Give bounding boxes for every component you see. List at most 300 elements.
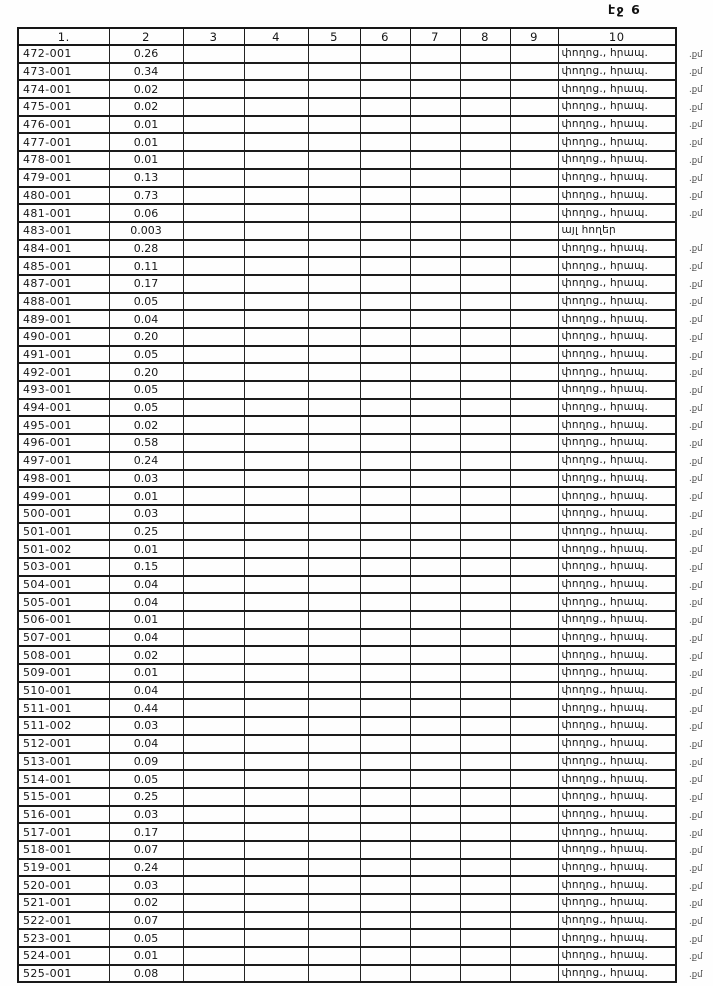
margin-mark: .քմ [689,191,703,202]
cell-empty [360,576,410,594]
cell-empty [460,275,510,293]
cell-empty [510,257,558,275]
cell-empty [360,523,410,541]
table-row [18,876,676,894]
table-row [18,169,676,187]
cell-empty [460,965,510,983]
cell-parcel-id: 492-001 [18,363,109,381]
cell-land-use: փողոց., հրապ. [558,523,676,541]
margin-mark: .քմ [689,332,703,343]
cell-empty [460,540,510,558]
margin-mark: .քմ [689,385,703,396]
cell-land-use: փողոց., հրապ. [558,558,676,576]
cell-empty [183,452,244,470]
cell-empty [510,682,558,700]
cell-land-use: փողոց., հրապ. [558,823,676,841]
cell-empty [244,487,308,505]
margin-mark: .քմ [689,970,703,981]
cell-area-value: 0.11 [109,257,183,275]
cell-empty [460,381,510,399]
cell-empty [183,646,244,664]
cell-area-value: 0.44 [109,699,183,717]
cell-empty [244,699,308,717]
cell-empty [183,576,244,594]
table-row [18,204,676,222]
cell-empty [308,841,360,859]
cell-empty [510,558,558,576]
cell-land-use: փողոց., հրապ. [558,275,676,293]
cell-empty [308,310,360,328]
cell-empty [308,788,360,806]
cell-land-use: փողոց., հրապ. [558,240,676,258]
cell-empty [410,470,460,488]
cell-empty [183,187,244,205]
cell-empty [308,806,360,824]
cell-empty [308,187,360,205]
cell-empty [183,169,244,187]
cell-empty [244,363,308,381]
cell-area-value: 0.02 [109,80,183,98]
cell-empty [360,293,410,311]
cell-empty [308,80,360,98]
table-row [18,151,676,169]
cell-empty [183,753,244,771]
cell-land-use: փողոց., հրապ. [558,540,676,558]
cell-area-value: 0.03 [109,505,183,523]
cell-empty [510,505,558,523]
cell-empty [244,204,308,222]
cell-empty [410,841,460,859]
cell-parcel-id: 494-001 [18,399,109,417]
cell-empty [308,753,360,771]
cell-area-value: 0.02 [109,894,183,912]
cell-empty [360,487,410,505]
cell-empty [460,187,510,205]
cell-empty [460,399,510,417]
cell-land-use: փողոց., հրապ. [558,346,676,364]
cell-empty [244,523,308,541]
cell-land-use: փողոց., հրապ. [558,98,676,116]
cell-empty [244,381,308,399]
cell-area-value: 0.05 [109,381,183,399]
table-row [18,133,676,151]
margin-mark: .քմ [689,651,703,662]
cell-empty [308,611,360,629]
cell-parcel-id: 478-001 [18,151,109,169]
cell-empty [410,611,460,629]
margin-mark: .քմ [689,934,703,945]
cell-empty [244,735,308,753]
cell-empty [410,912,460,930]
cell-land-use: փողոց., հրապ. [558,328,676,346]
cell-empty [410,116,460,134]
cell-empty [244,876,308,894]
cell-empty [244,806,308,824]
cell-empty [183,806,244,824]
cell-empty [460,363,510,381]
cell-land-use: փողոց., հրապ. [558,912,676,930]
cell-empty [510,753,558,771]
cell-empty [510,133,558,151]
table-row [18,593,676,611]
cell-parcel-id: 495-001 [18,416,109,434]
cell-empty [410,45,460,63]
cell-empty [244,222,308,240]
cell-empty [183,841,244,859]
cell-empty [510,735,558,753]
cell-empty [510,310,558,328]
cell-empty [360,151,410,169]
cell-area-value: 0.07 [109,912,183,930]
cell-empty [410,823,460,841]
cell-empty [510,770,558,788]
cell-land-use: փողոց., հրապ. [558,770,676,788]
cell-empty [244,452,308,470]
cell-empty [510,381,558,399]
margin-mark: .քմ [689,439,703,450]
cell-land-use: փողոց., հրապ. [558,151,676,169]
cell-parcel-id: 499-001 [18,487,109,505]
cell-empty [308,434,360,452]
cell-empty [244,770,308,788]
cell-parcel-id: 474-001 [18,80,109,98]
cell-empty [410,169,460,187]
cell-area-value: 0.28 [109,240,183,258]
cell-empty [183,770,244,788]
table-row [18,63,676,81]
cell-empty [460,894,510,912]
cell-empty [510,45,558,63]
table-row [18,788,676,806]
column-header-9: 9 [510,28,558,45]
cell-empty [183,611,244,629]
cell-empty [244,151,308,169]
table-row [18,80,676,98]
cell-land-use: փողոց., հրապ. [558,682,676,700]
cell-empty [410,257,460,275]
cell-empty [183,416,244,434]
cell-area-value: 0.25 [109,788,183,806]
cell-empty [410,452,460,470]
cell-empty [308,98,360,116]
cell-area-value: 0.05 [109,929,183,947]
cell-empty [460,505,510,523]
cell-empty [460,912,510,930]
cell-empty [360,381,410,399]
cell-area-value: 0.09 [109,753,183,771]
margin-mark: .քմ [689,456,703,467]
cell-empty [183,80,244,98]
cell-empty [360,717,410,735]
cell-parcel-id: 518-001 [18,841,109,859]
table-row [18,841,676,859]
cell-parcel-id: 472-001 [18,45,109,63]
cell-empty [510,876,558,894]
cell-empty [360,929,410,947]
margin-mark: .քմ [689,917,703,928]
cell-land-use: փողոց., հրապ. [558,169,676,187]
cell-area-value: 0.04 [109,735,183,753]
table-row [18,912,676,930]
cell-empty [410,965,460,983]
cell-empty [360,593,410,611]
cell-empty [460,788,510,806]
cell-land-use: փողոց., հրապ. [558,859,676,877]
cell-parcel-id: 496-001 [18,434,109,452]
cell-empty [244,576,308,594]
cell-land-use: փողոց., հրապ. [558,204,676,222]
cell-empty [183,735,244,753]
column-header-4: 4 [244,28,308,45]
cell-empty [510,629,558,647]
cell-area-value: 0.24 [109,452,183,470]
margin-mark: .քմ [689,315,703,326]
margin-mark: .քմ [689,421,703,432]
margin-mark: .քմ [689,474,703,485]
cell-empty [510,806,558,824]
table-row [18,576,676,594]
cell-parcel-id: 504-001 [18,576,109,594]
column-header-7: 7 [410,28,460,45]
table-row [18,257,676,275]
cell-area-value: 0.003 [109,222,183,240]
cell-empty [360,363,410,381]
cell-empty [510,540,558,558]
cell-empty [244,664,308,682]
cell-empty [360,664,410,682]
cell-empty [308,947,360,965]
cell-parcel-id: 480-001 [18,187,109,205]
cell-empty [510,646,558,664]
cell-empty [410,523,460,541]
cell-empty [244,346,308,364]
cell-empty [244,470,308,488]
margin-mark: .քմ [689,208,703,219]
cell-area-value: 0.01 [109,133,183,151]
cell-empty [410,310,460,328]
cell-land-use: փողոց., հրապ. [558,646,676,664]
cell-empty [460,947,510,965]
cell-empty [510,788,558,806]
cell-land-use: փողոց., հրապ. [558,753,676,771]
cell-empty [410,540,460,558]
cell-empty [183,593,244,611]
cell-parcel-id: 481-001 [18,204,109,222]
cell-empty [360,540,410,558]
cell-empty [244,788,308,806]
cell-area-value: 0.20 [109,363,183,381]
cell-empty [308,45,360,63]
cell-empty [510,328,558,346]
cell-empty [510,434,558,452]
cell-empty [244,629,308,647]
cell-empty [410,133,460,151]
cell-area-value: 0.20 [109,328,183,346]
margin-mark: .քմ [689,85,703,95]
cell-parcel-id: 488-001 [18,293,109,311]
cell-empty [360,240,410,258]
cell-area-value: 0.05 [109,770,183,788]
column-header-2: 2 [109,28,183,45]
cell-empty [308,399,360,417]
cell-parcel-id: 485-001 [18,257,109,275]
column-header-1: 1. [18,28,109,45]
table-row [18,293,676,311]
cell-empty [244,133,308,151]
cell-parcel-id: 503-001 [18,558,109,576]
cell-empty [360,399,410,417]
cell-empty [360,788,410,806]
cell-land-use: փողոց., հրապ. [558,416,676,434]
cell-empty [460,611,510,629]
cell-empty [410,346,460,364]
cell-empty [244,187,308,205]
cell-parcel-id: 513-001 [18,753,109,771]
cell-empty [360,558,410,576]
table-row [18,664,676,682]
margin-mark: .քմ [689,509,703,520]
cell-empty [360,328,410,346]
cell-empty [183,63,244,81]
table-row [18,965,676,983]
cell-empty [410,593,460,611]
cell-land-use: փողոց., հրապ. [558,116,676,134]
cell-area-value: 0.01 [109,611,183,629]
cell-empty [460,204,510,222]
margin-mark: .քմ [689,350,703,361]
table-row [18,381,676,399]
cell-empty [510,116,558,134]
cell-empty [510,204,558,222]
margin-mark: .քմ [689,403,703,414]
cell-empty [183,98,244,116]
cell-empty [183,151,244,169]
cell-empty [183,275,244,293]
cell-land-use: փողոց., հրապ. [558,257,676,275]
cell-empty [244,947,308,965]
cell-empty [183,328,244,346]
cell-parcel-id: 487-001 [18,275,109,293]
cell-empty [510,416,558,434]
cell-empty [360,98,410,116]
cell-area-value: 0.03 [109,876,183,894]
cell-empty [183,664,244,682]
cell-area-value: 0.04 [109,310,183,328]
cell-parcel-id: 473-001 [18,63,109,81]
cell-empty [360,682,410,700]
cell-empty [308,576,360,594]
cell-empty [410,894,460,912]
table-row [18,806,676,824]
right-margin-marks [689,46,713,984]
cell-empty [410,363,460,381]
cell-empty [410,98,460,116]
cell-empty [460,328,510,346]
cell-empty [183,859,244,877]
cell-empty [308,540,360,558]
column-header-3: 3 [183,28,244,45]
cell-empty [308,169,360,187]
cell-empty [360,806,410,824]
cell-parcel-id: 510-001 [18,682,109,700]
cell-empty [510,399,558,417]
cell-empty [410,487,460,505]
cell-empty [244,310,308,328]
cell-empty [244,717,308,735]
margin-mark: .քմ [689,279,703,290]
cell-empty [183,310,244,328]
cell-parcel-id: 506-001 [18,611,109,629]
cell-empty [360,187,410,205]
cell-area-value: 0.58 [109,434,183,452]
cell-empty [460,823,510,841]
cell-parcel-id: 505-001 [18,593,109,611]
cell-empty [510,859,558,877]
cell-empty [510,947,558,965]
cell-empty [183,894,244,912]
cell-empty [510,717,558,735]
cell-parcel-id: 508-001 [18,646,109,664]
cell-empty [244,841,308,859]
cell-land-use: փողոց., հրապ. [558,63,676,81]
cell-empty [183,629,244,647]
table-row [18,859,676,877]
cell-empty [183,682,244,700]
margin-mark: .քմ [689,686,703,697]
cell-empty [360,45,410,63]
cell-empty [510,275,558,293]
cell-land-use: փողոց., հրապ. [558,947,676,965]
cell-empty [308,558,360,576]
cell-area-value: 0.07 [109,841,183,859]
cell-land-use: փողոց., հրապ. [558,363,676,381]
cell-area-value: 0.02 [109,98,183,116]
cell-empty [308,505,360,523]
cell-empty [510,894,558,912]
cell-empty [360,699,410,717]
cell-land-use: այլ հողեր [558,222,676,240]
cell-empty [244,116,308,134]
cell-empty [308,859,360,877]
cell-empty [510,222,558,240]
header-row [18,28,676,45]
cell-empty [183,399,244,417]
table-row [18,611,676,629]
cell-empty [410,806,460,824]
cell-empty [460,929,510,947]
cell-parcel-id: 520-001 [18,876,109,894]
cell-empty [460,151,510,169]
margin-mark: .քմ [689,722,703,733]
cell-area-value: 0.26 [109,45,183,63]
cell-empty [510,363,558,381]
cell-empty [244,169,308,187]
cell-area-value: 0.02 [109,646,183,664]
cell-empty [510,452,558,470]
cell-empty [244,505,308,523]
cell-empty [308,133,360,151]
table-row [18,947,676,965]
cell-area-value: 0.04 [109,576,183,594]
cell-land-use: փողոց., հրապ. [558,629,676,647]
cell-empty [308,664,360,682]
cell-empty [183,823,244,841]
cell-empty [360,770,410,788]
cell-land-use: փողոց., հրապ. [558,487,676,505]
cell-empty [360,912,410,930]
cell-empty [460,682,510,700]
table-row [18,187,676,205]
